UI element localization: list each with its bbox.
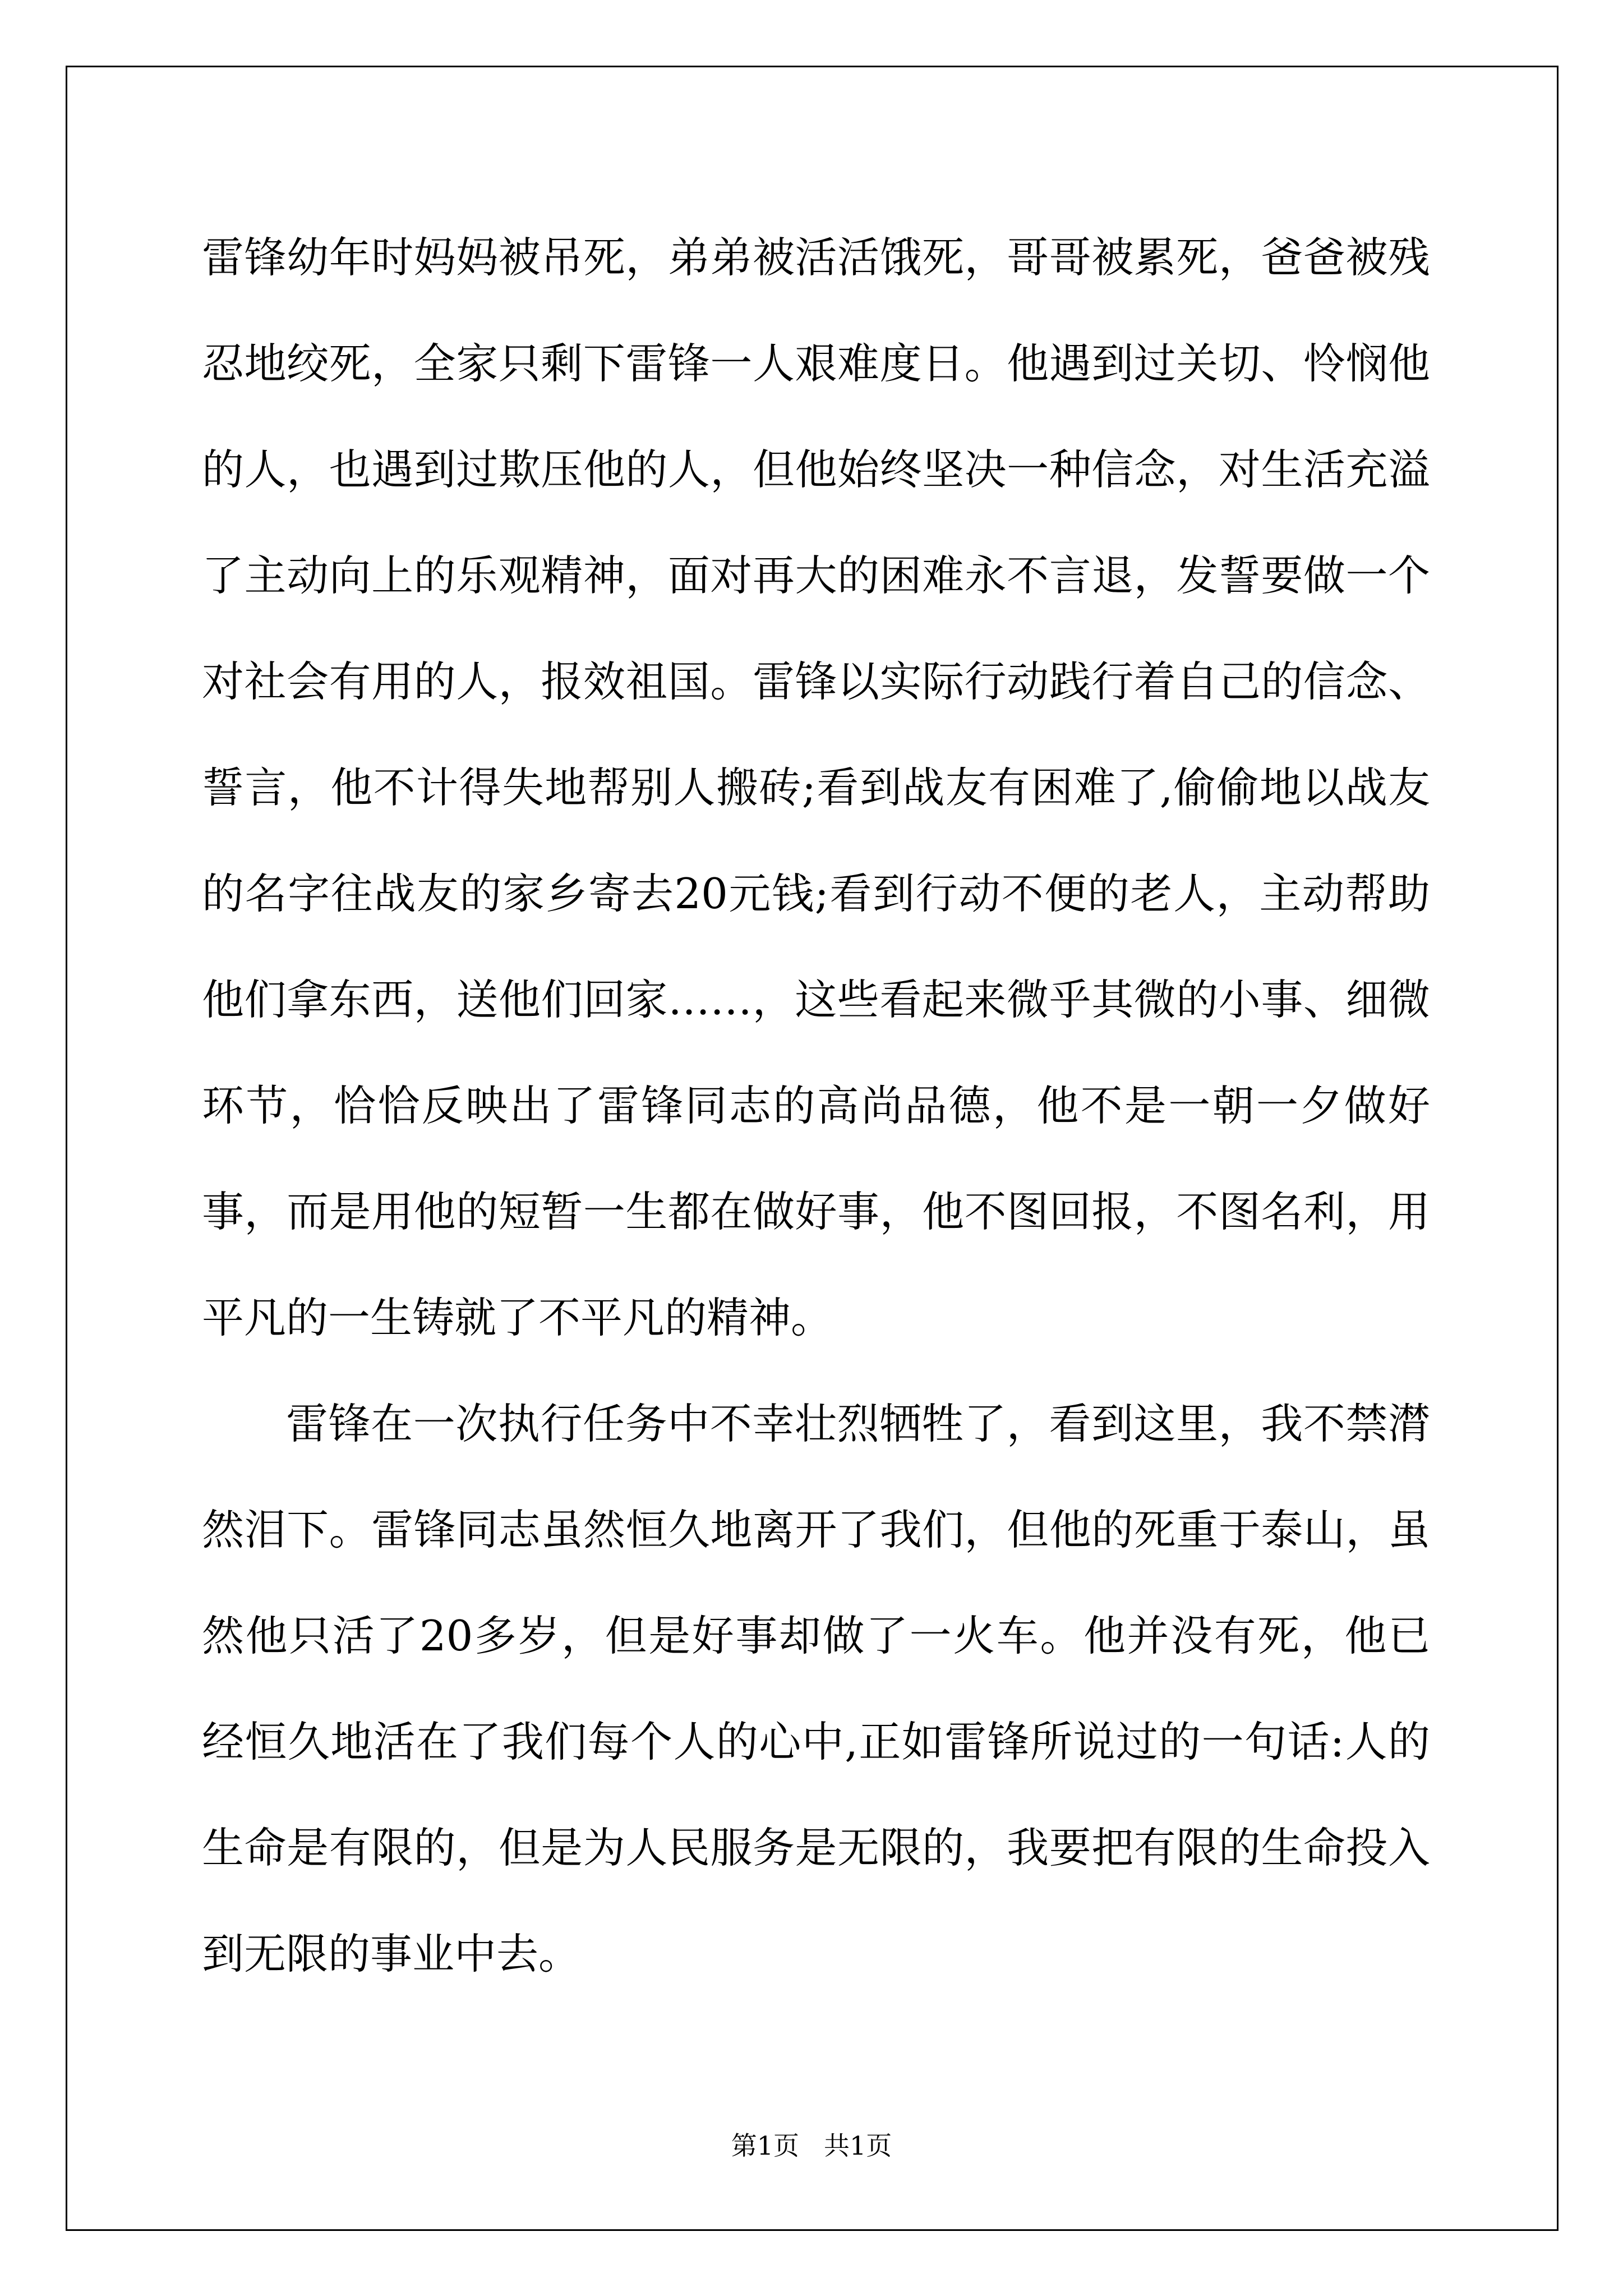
page-footer (0, 2129, 1623, 2162)
paragraph-2: 雷锋在一次执行任务中不幸壮烈牺牲了，看到这里，我不禁潸然泪下。雷锋同志虽然恒久地离开了我们，但他的死重于泰山，虽然他只活了20多岁，但是好事却做了一火车。他并没有死，他已经恒久地活在了我们每个人的心中,正如雷锋所说过的一句话:人的生命是有限的，但是为人民服务是无限的，我要把有限的生命投入到无限的事业中去。 (202, 1399, 1430, 1978)
document-body (202, 205, 1430, 2007)
paragraph-1: 雷锋幼年时妈妈被吊死，弟弟被活活饿死，哥哥被累死，爸爸被残忍地绞死，全家只剩下雷锋一人艰难度日。他遇到过关切、怜悯他的人，也遇到过欺压他的人，但他始终坚决一种信念，对生活充溢了主动向上的乐观精神，面对再大的困难永不言退，发誓要做一个对社会有用的人，报效祖国。雷锋以实际行动践行着自己的信念、誓言，他不计得失地帮别人搬砖;看到战友有困难了,偷偷地以战友的名字往战友的家乡寄去20元钱;看到行动不便的老人，主动帮助他们拿东西，送他们回家……，这些看起来微乎其微的小事、细微环节，恰恰反映出了雷锋同志的高尚品德，他不是一朝一夕做好事，而是用他的短暂一生都在做好事，他不图回报，不图名利，用平凡的一生铸就了不平凡的精神。 (202, 233, 1430, 1342)
page-number: 第1页 (731, 2131, 800, 2161)
page-total: 共1页 (823, 2131, 892, 2161)
